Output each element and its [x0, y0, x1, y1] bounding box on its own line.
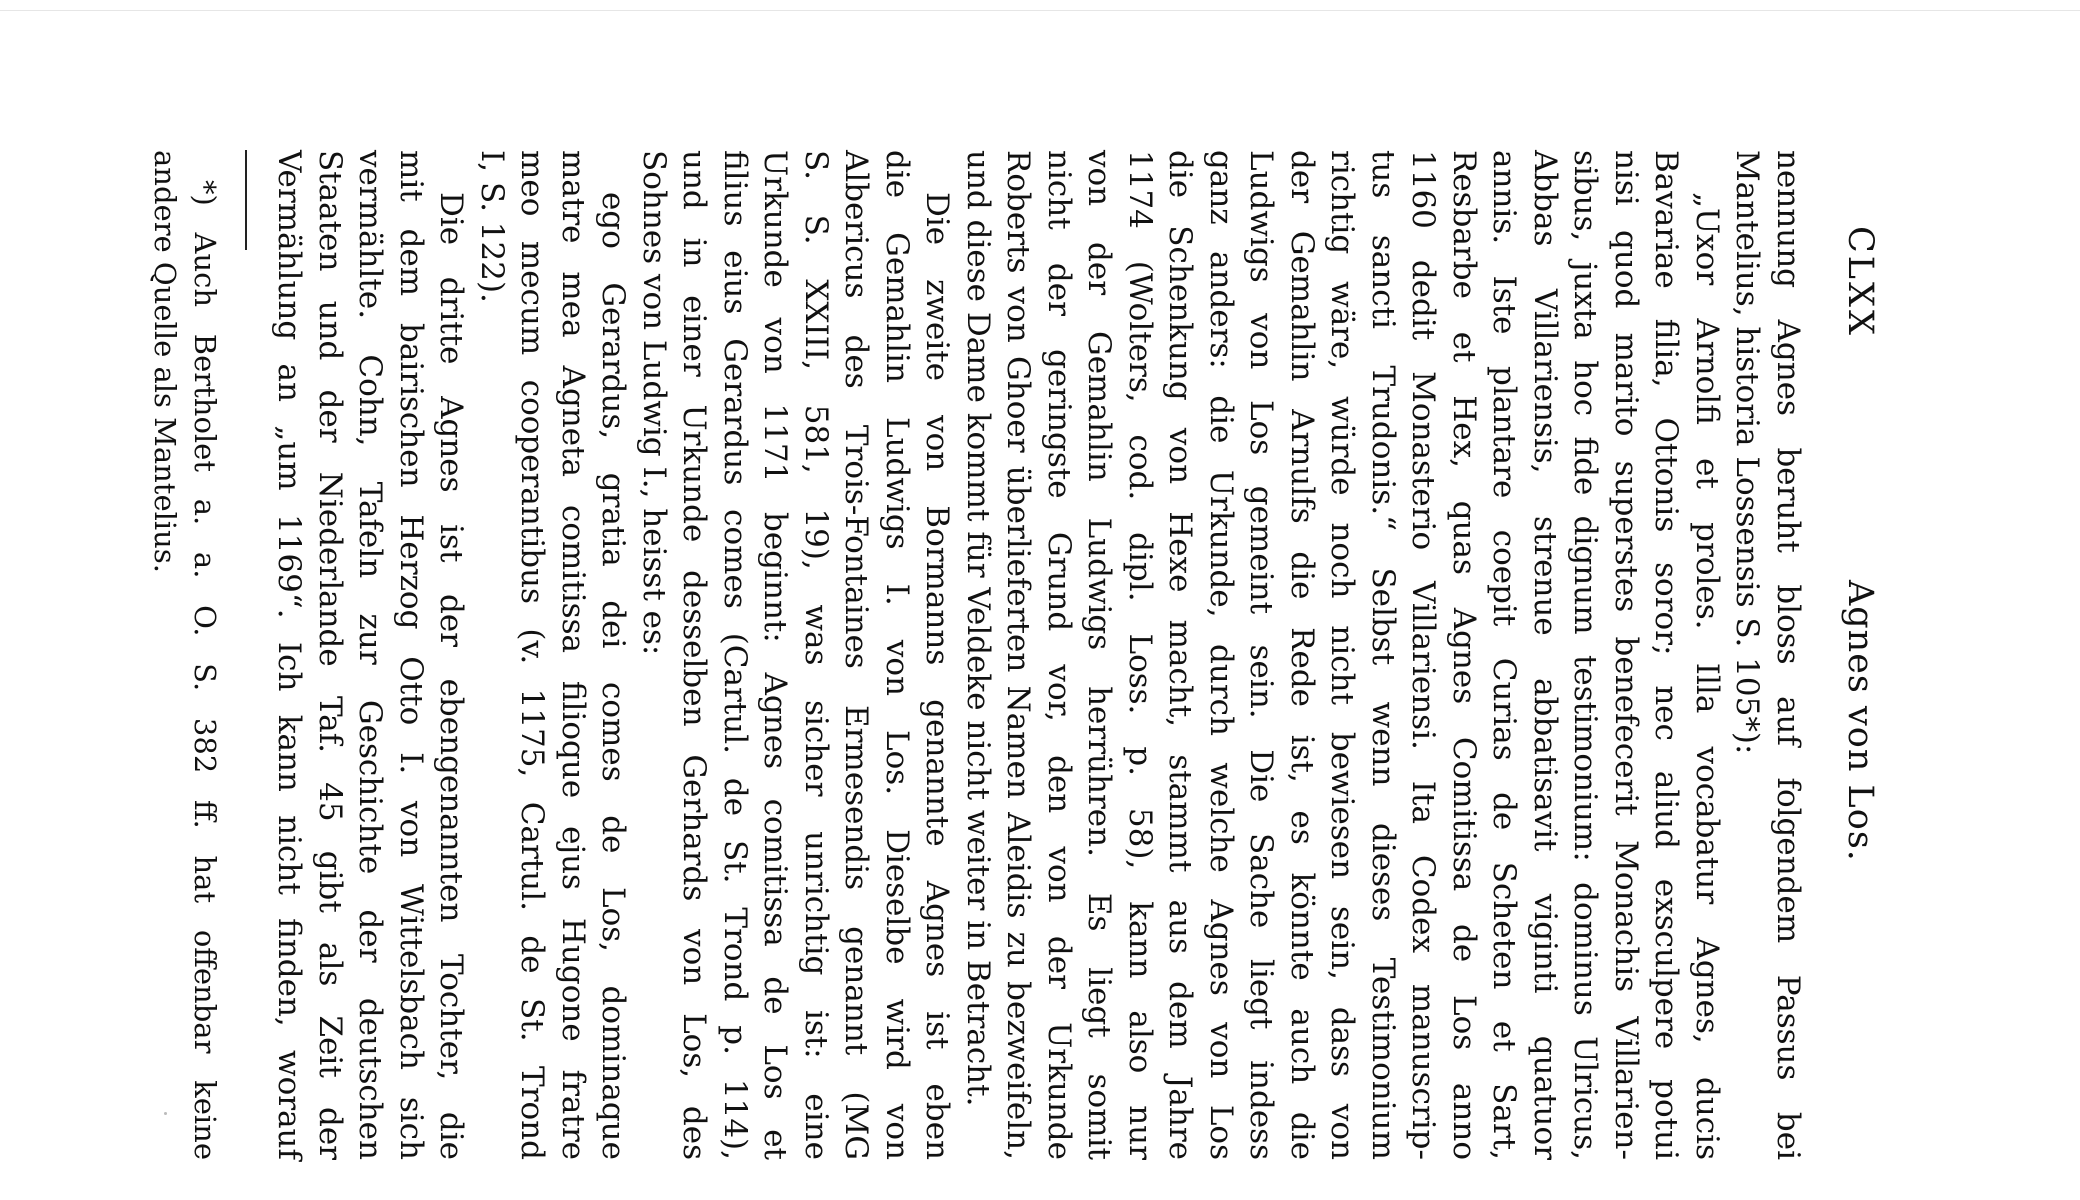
text-line: ganz anders: die Urkunde, durch welche Agnes von Los — [1203, 150, 1239, 1160]
text-line: Bavariae filia, Ottonis soror; nec aliud exsculpere potui — [1648, 150, 1685, 1160]
page-header — [1816, 150, 1880, 1160]
text-line: die Schenkung von Hexe macht, stammt aus dem Jahre — [1162, 150, 1199, 1160]
body-text — [269, 150, 1808, 1160]
text-line: S. S. XXIII, 581, 19), was sicher unrichtig ist: eine — [798, 150, 834, 1160]
text-line: I, S. 122). — [474, 150, 510, 303]
text-line: ego Gerardus, gratia dei comes de Los, dominaque — [595, 192, 632, 1160]
text-line: Sohnes von Ludwig I., heisst es: — [636, 150, 672, 656]
text-line: die Gemahlin Ludwigs I. von Los. Dieselbe wird von — [879, 150, 915, 1160]
text-line: filius eius Gerardus comes (Cartul. de St. Trond p. 114), — [717, 150, 753, 1160]
text-line: nisi quod marito superstes benefecerit Monachis Villarien- — [1608, 150, 1644, 1160]
text-line: 1174 (Wolters, cod. dipl. Loss. p. 58), kann also nur — [1122, 150, 1158, 1160]
text-line: 1160 dedit Monasterio Villariensi. Ita Codex manuscrip- — [1405, 150, 1442, 1160]
text-line: meo mecum cooperantibus (v. 1175, Cartul. de St. Trond — [514, 150, 551, 1160]
running-title: Agnes von Los. — [1840, 580, 1880, 862]
text-line: richtig wäre, würde noch nicht bewiesen sein, dass von — [1324, 150, 1361, 1160]
text-line: annis. Iste plantare coepit Curias de Scheten et Sart, — [1486, 150, 1523, 1160]
text-line: nennung Agnes beruht bloss auf folgendem Passus bei — [1770, 150, 1806, 1160]
text-line: Abbas Villariensis, strenue abbatisavit viginti quatuor — [1527, 150, 1563, 1160]
footnote-line: andere Quelle als Mantelius. — [148, 150, 182, 573]
text-line: „Uxor Arnolfi et proles. Illa vocabatur Agnes, ducis — [1689, 192, 1725, 1160]
text-line: nicht der geringste Grund vor, den von der Urkunde — [1041, 150, 1077, 1160]
text-line: mit dem bairischen Herzog Otto I. von Wittelsbach sich — [393, 150, 429, 1160]
text-line: Roberts von Ghoer überlieferten Namen Aleidis zu bezweifeln, — [1000, 150, 1037, 1160]
text-line: matre mea Agneta comitissa filioque ejus Hugone fratre — [555, 150, 591, 1160]
scan-top-edge — [0, 10, 2080, 11]
text-line: Die zweite von Bormanns genannte Agnes ist eben — [919, 192, 956, 1160]
text-line: Staaten und der Niederlande Taf. 45 gibt als Zeit der — [312, 150, 348, 1160]
text-line: Resbarbe et Hex, quas Agnes Comitissa de Los anno — [1446, 150, 1482, 1160]
rotated-book-page — [140, 150, 1880, 1160]
text-line: Ludwigs von Los gemeint sein. Die Sache liegt indess — [1243, 150, 1280, 1160]
text-line: sibus, juxta hoc fide dignum testimonium: dominus Ulricus, — [1567, 150, 1604, 1160]
footnote-line: *) Auch Bertholet a. a. O. S. 382 ff. hat offenbar keine — [188, 180, 222, 1160]
text-line: Albericus des Trois-Fontaines Ermesendis genannt (MG — [838, 150, 875, 1160]
text-line: von der Gemahlin Ludwigs herrühren. Es liegt somit — [1081, 150, 1118, 1160]
footnote-separator — [245, 150, 247, 250]
text-line: vermählte. Cohn, Tafeln zur Geschichte der deutschen — [352, 150, 389, 1160]
text-line: tus sancti Trudonis.“ Selbst wenn dieses Testimonium — [1365, 150, 1401, 1160]
footnote — [145, 150, 225, 1160]
text-line: Die dritte Agnes ist der ebengenannten Tochter, die — [433, 192, 470, 1160]
text-line: der Gemahlin Arnulfs die Rede ist, es könnte auch die — [1284, 150, 1320, 1160]
page-number: CLXX — [1840, 226, 1880, 338]
text-line: Mantelius, historia Lossensis S. 105*): — [1729, 150, 1766, 755]
text-line: Vermählung an „um 1169“. Ich kann nicht finden, worauf — [271, 150, 308, 1160]
text-line: Urkunde von 1171 beginnt: Agnes comitissa de Los et — [757, 150, 794, 1160]
text-line: und in einer Urkunde desselben Gerhards von Los, des — [676, 150, 713, 1160]
text-line: und diese Dame kommt für Veldeke nicht weiter in Betracht. — [960, 150, 996, 1107]
